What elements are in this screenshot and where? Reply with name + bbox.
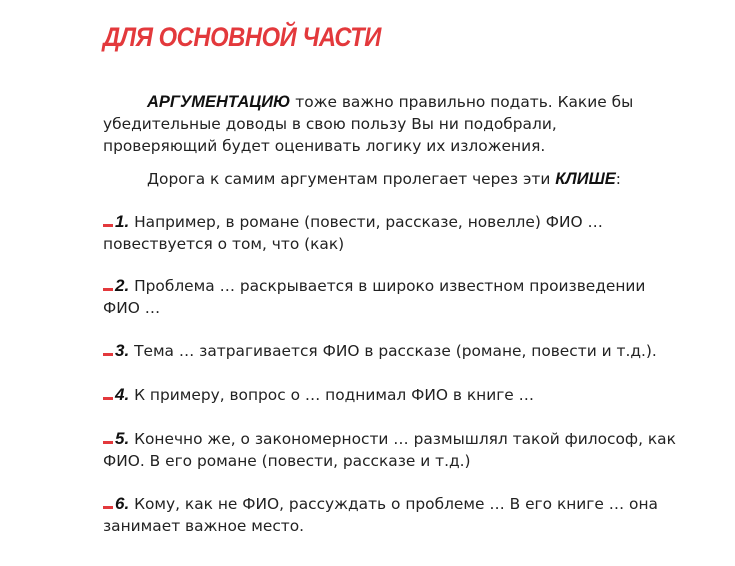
bullet-bar-icon — [103, 224, 113, 227]
item-number: 4. — [115, 385, 130, 404]
lead-emphasis: КЛИШЕ — [555, 170, 616, 188]
list-item-line-1 — [103, 211, 603, 233]
item-number: 6. — [115, 494, 130, 513]
list-item — [103, 428, 676, 472]
bullet-bar-icon — [103, 441, 113, 444]
item-number: 2. — [115, 276, 130, 295]
intro-line-1 — [103, 91, 633, 113]
list-item — [103, 384, 534, 406]
lead-colon: : — [615, 170, 621, 188]
item-number: 5. — [115, 429, 130, 448]
list-item-line-2: повествуется о том, что (как) — [103, 235, 345, 253]
bullet-bar-icon — [103, 506, 113, 509]
item-text: Конечно же, о закономерности … размышлял такой философ, как — [129, 430, 676, 448]
intro-line-2: убедительные доводы в свою пользу Вы ни подобрали, — [103, 115, 557, 133]
list-item-line-1 — [103, 384, 534, 406]
lead-text: Дорога к самим аргументам пролегает через эти — [147, 170, 556, 188]
list-item-line-1 — [103, 428, 676, 450]
item-text: Кому, как не ФИО, рассуждать о проблеме … В его книге … она — [129, 495, 658, 513]
list-item-line-1 — [103, 340, 657, 362]
list-item-line-2: ФИО … — [103, 299, 161, 317]
list-item-line-2: ФИО. В его романе (повести, рассказе и т.д.) — [103, 452, 471, 470]
item-text: Например, в романе (повести, рассказе, новелле) ФИО … — [129, 213, 603, 231]
intro-line-3: проверяющий будет оценивать логику их изложения. — [103, 137, 546, 155]
list-item — [103, 211, 603, 255]
item-text: Проблема … раскрывается в широко известном произведении — [129, 277, 646, 295]
list-item-line-1 — [103, 275, 645, 297]
item-text: Тема … затрагивается ФИО в рассказе (романе, повести и т.д.). — [129, 342, 657, 360]
lead-paragraph — [103, 168, 621, 190]
section-heading: ДЛЯ ОСНОВНОЙ ЧАСТИ — [103, 22, 381, 52]
intro-emphasis: АРГУМЕНТАЦИЮ — [147, 93, 291, 111]
intro-paragraph — [103, 91, 633, 157]
item-number: 3. — [115, 341, 130, 360]
list-item-line-2: занимает важное место. — [103, 517, 305, 535]
item-text: К примеру, вопрос о … поднимал ФИО в книге … — [129, 386, 535, 404]
intro-line-1-text: тоже важно правильно подать. Какие бы — [290, 93, 634, 111]
bullet-bar-icon — [103, 397, 113, 400]
list-item — [103, 340, 657, 362]
list-item — [103, 275, 645, 319]
list-item-line-1 — [103, 493, 658, 515]
item-number: 1. — [115, 212, 130, 231]
list-item — [103, 493, 658, 537]
bullet-bar-icon — [103, 353, 113, 356]
bullet-bar-icon — [103, 288, 113, 291]
